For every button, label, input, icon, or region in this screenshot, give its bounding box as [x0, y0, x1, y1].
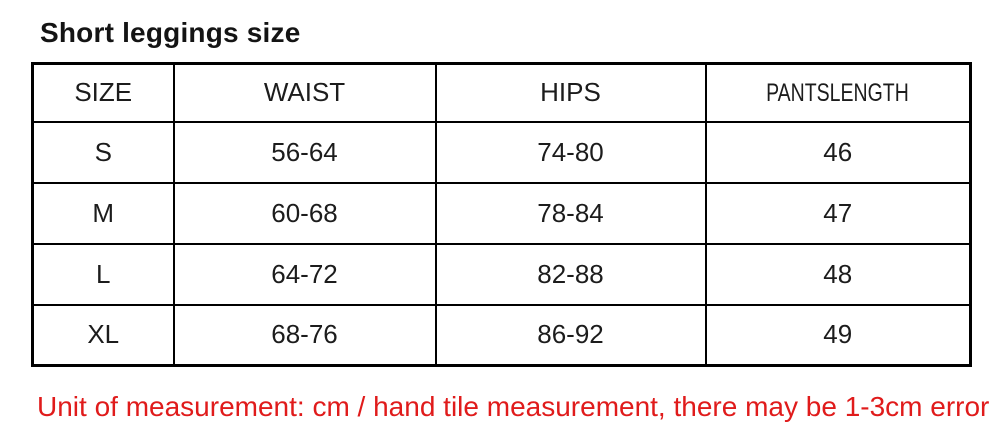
- header-cell-hips: [436, 64, 706, 122]
- cell-hips: 78-84: [436, 183, 706, 244]
- cell-waist: 60-68: [174, 183, 436, 244]
- size-table-body: [33, 122, 971, 366]
- cell-size: XL: [33, 305, 174, 366]
- header-cell-pantslength: [706, 64, 971, 122]
- cell-waist: 64-72: [174, 244, 436, 305]
- cell-waist: 68-76: [174, 305, 436, 366]
- header-label-size: SIZE: [74, 77, 133, 108]
- cell-size: L: [33, 244, 174, 305]
- cell-hips: 86-92: [436, 305, 706, 366]
- cell-size: M: [33, 183, 174, 244]
- cell-size: S: [33, 122, 174, 183]
- table-row-m: [33, 183, 971, 244]
- header-cell-waist: [174, 64, 436, 122]
- cell-pantslength: 48: [706, 244, 971, 305]
- table-row-xl: [33, 305, 971, 366]
- header-label-hips: HIPS: [540, 77, 601, 108]
- cell-pantslength: 49: [706, 305, 971, 366]
- header-label-pantslength: PANTSLENGTH: [766, 79, 910, 108]
- cell-waist: 56-64: [174, 122, 436, 183]
- page-title: Short leggings size: [40, 17, 301, 48]
- header-label-waist: WAIST: [263, 77, 346, 108]
- measurement-note: Unit of measurement: cm / hand tile measurement, there may be 1-3cm error: [37, 391, 990, 422]
- cell-pantslength: 47: [706, 183, 971, 244]
- header-cell-size: [33, 64, 174, 122]
- cell-hips: 74-80: [436, 122, 706, 183]
- header-row: [33, 64, 971, 122]
- table-row-l: [33, 244, 971, 305]
- size-table: [31, 62, 972, 367]
- table-row-s: [33, 122, 971, 183]
- cell-hips: 82-88: [436, 244, 706, 305]
- size-table-header: [33, 64, 971, 122]
- cell-pantslength: 46: [706, 122, 971, 183]
